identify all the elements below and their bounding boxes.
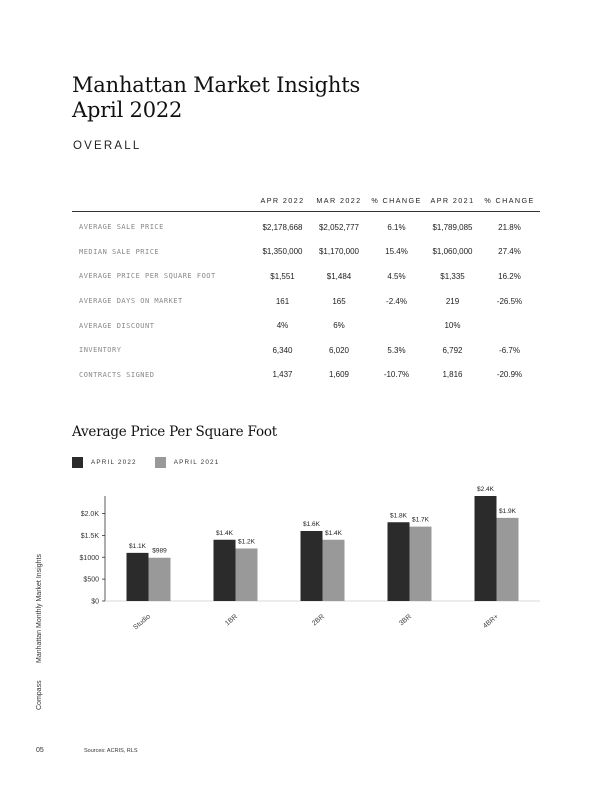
- x-tick-label: 3BR: [398, 613, 414, 628]
- row-label: AVERAGE PRICE PER SQUARE FOOT: [79, 272, 216, 281]
- stats-table: [72, 189, 540, 387]
- y-tick-label: $500: [83, 576, 99, 584]
- legend-label: APRIL 2021: [173, 459, 220, 466]
- table-cell: $1,335: [440, 271, 465, 281]
- x-tick-label: 2BR: [311, 613, 327, 628]
- table-row: [72, 363, 540, 388]
- table-row: [72, 289, 540, 314]
- bar-april-2022: [475, 496, 497, 601]
- table-cell: -10.7%: [383, 370, 410, 380]
- table-cell: $1,551: [270, 271, 295, 281]
- x-tick-label: 4BR+: [481, 613, 501, 631]
- title-line-2: April 2022: [72, 98, 183, 122]
- table-row: [72, 212, 540, 240]
- table-cell: 1,816: [442, 370, 463, 380]
- legend-label: APRIL 2022: [91, 459, 137, 466]
- column-header: MAR 2022: [311, 189, 367, 212]
- table-cell: 165: [332, 296, 346, 306]
- table-cell: $2,178,668: [262, 222, 303, 232]
- page-number: 05: [36, 747, 44, 754]
- table-cell: 6,020: [328, 345, 350, 355]
- table-cell: 15.4%: [385, 247, 408, 257]
- bar-april-2022: [214, 540, 236, 601]
- table-row: [72, 313, 540, 338]
- data-label: $1.2K: [238, 538, 255, 546]
- y-tick-label: $1000: [79, 554, 99, 562]
- table-cell: $1,789,085: [432, 222, 473, 232]
- row-label: AVERAGE DAYS ON MARKET: [79, 297, 183, 306]
- bar-april-2021: [410, 527, 432, 601]
- table-row: [72, 264, 540, 289]
- table-header-row: [72, 189, 540, 212]
- bar-april-2022: [127, 553, 149, 601]
- chart-legend: [72, 457, 237, 468]
- x-tick-label: Studio: [132, 613, 153, 632]
- data-label: $1.6K: [303, 521, 320, 528]
- y-tick-label: $2.0K: [80, 511, 99, 518]
- table-cell: 10%: [444, 321, 461, 331]
- bar-april-2021: [149, 558, 171, 601]
- table-cell: 1,437: [272, 370, 293, 380]
- table-cell: 6,792: [442, 345, 463, 355]
- table-row: [72, 240, 540, 265]
- y-tick-label: $1.5K: [80, 532, 99, 540]
- table-cell: $1,060,000: [432, 247, 473, 257]
- legend-swatch-april-2021: [155, 457, 166, 468]
- section-heading: OVERALL: [73, 140, 142, 152]
- table-cell: $1,170,000: [318, 247, 360, 257]
- x-tick-label: 1BR: [224, 613, 240, 628]
- table-cell: 1,609: [328, 370, 350, 380]
- table-row: [72, 338, 540, 363]
- data-label: $1.4K: [216, 529, 233, 537]
- bar-april-2021: [497, 518, 519, 601]
- page-title: [72, 73, 360, 123]
- sources-note: Sources: ACRIS, RLS: [84, 748, 138, 754]
- table-cell: [367, 313, 426, 338]
- data-label: $989: [152, 547, 167, 555]
- table-cell: 27.4%: [498, 247, 521, 257]
- row-label: CONTRACTS SIGNED: [79, 370, 155, 379]
- column-header: % CHANGE: [479, 189, 540, 212]
- table-cell: 4%: [276, 321, 289, 331]
- data-label: $1.8K: [390, 512, 407, 520]
- title-line-1: Manhattan Market Insights: [72, 73, 361, 97]
- table-cell: 4.5%: [387, 271, 406, 281]
- data-label: $2.4K: [477, 486, 494, 493]
- side-running-title: Manhattan Monthly Market Insights: [36, 554, 43, 663]
- table-cell: -26.5%: [496, 296, 523, 306]
- table-cell: 219: [445, 296, 460, 306]
- table-cell: -2.4%: [386, 296, 407, 306]
- table-cell: 161: [275, 296, 290, 306]
- table-cell: 6.1%: [387, 222, 406, 232]
- bar-april-2022: [388, 522, 410, 601]
- table-cell: 16.2%: [498, 271, 521, 281]
- table-cell: 6%: [333, 321, 345, 331]
- table-cell: -6.7%: [499, 345, 520, 355]
- column-header: APR 2022: [254, 189, 311, 212]
- legend-item: [72, 457, 137, 468]
- table-cell: $1,350,000: [262, 247, 303, 257]
- data-label: $1.1K: [129, 542, 146, 550]
- table-cell: $1,484: [326, 271, 352, 281]
- column-header-label: [72, 189, 254, 212]
- brand-name: Compass: [36, 680, 43, 710]
- legend-swatch-april-2022: [72, 457, 83, 468]
- bar-april-2021: [236, 549, 258, 602]
- column-header: APR 2021: [426, 189, 479, 212]
- bar-april-2021: [323, 540, 345, 601]
- legend-item: [155, 457, 220, 468]
- table-cell: 5.3%: [387, 345, 406, 355]
- column-header: % CHANGE: [367, 189, 426, 212]
- row-label: AVERAGE SALE PRICE: [79, 223, 164, 232]
- data-label: $1.7K: [412, 516, 429, 524]
- table-cell: 21.8%: [498, 222, 521, 232]
- row-label: INVENTORY: [79, 346, 122, 355]
- table-cell: -20.9%: [496, 370, 523, 380]
- data-label: $1.9K: [499, 507, 516, 515]
- table-cell: [479, 313, 540, 338]
- data-label: $1.4K: [325, 529, 342, 537]
- row-label: MEDIAN SALE PRICE: [79, 247, 160, 256]
- table-cell: 6,340: [272, 345, 293, 355]
- chart-title: Average Price Per Square Foot: [72, 424, 278, 440]
- row-label: AVERAGE DISCOUNT: [79, 321, 155, 330]
- bar-chart: [0, 480, 612, 650]
- bar-april-2022: [301, 531, 323, 601]
- table-cell: $2,052,777: [318, 222, 360, 232]
- y-tick-label: $0: [91, 598, 99, 606]
